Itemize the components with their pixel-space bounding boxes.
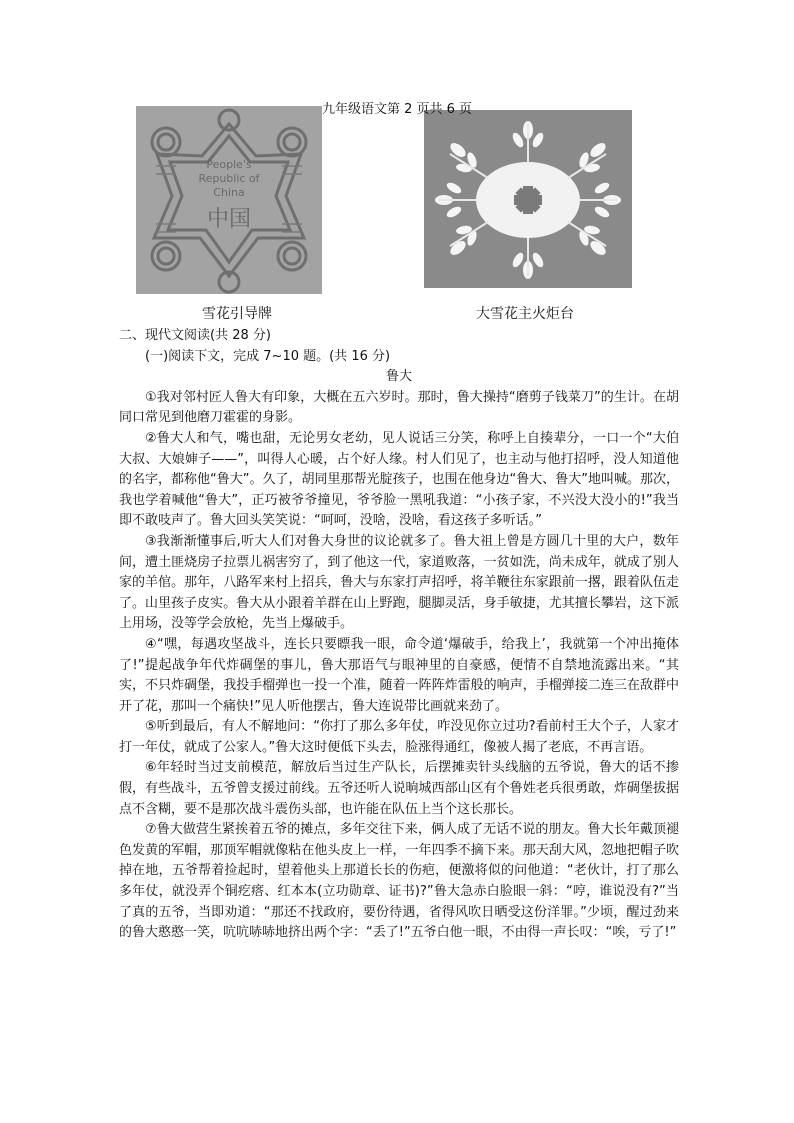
caption-snowflake-guide-sign: 雪花引导牌 xyxy=(202,306,272,322)
article-title: 鲁大 xyxy=(385,369,412,385)
reading-section xyxy=(119,326,679,944)
logo-cn: 中国 xyxy=(206,207,252,232)
paragraph-7: ⑦鲁大做营生紧挨着五爷的摊点，多年交往下来，俩人成了无话不说的朋友。鲁大长年戴顶褪色发黄的军帽，那顶军帽就像粘在他头皮上一样，一年四季不摘下来。那天刮大风，忽地把帽子吹掉在地，五爷帮着捡起时，望着他头上那道长长的伤疤，便激将似的问他道：“老伙计，打了那么多年仗，就没弄个铜疙瘩、红本本(立功勋章、证书)?”鲁大急赤白脸眼一斜：“哼，谁说没有?”当了真的五爷，当即劝道：“那还不找政府，要份待遇，省得风吹日晒受这份洋罪。”少顷，醒过劲来的鲁大憨憨一笑，吭吭哧哧地挤出两个字：“丢了!”五爷白他一眼，不由得一声长叹：“唉，亏了!” xyxy=(119,822,679,941)
sub-heading: (一)阅读下文，完成 7~10 题。(共 16 分) xyxy=(145,348,391,364)
paragraph-6: ⑥年轻时当过支前模范，解放后当过生产队长，后摆摊卖针头线脑的五爷说，鲁大的话不掺假，有些战斗，五爷曾支援过前线。五爷还听人说晌城西部山区有个鲁姓老兵很勇敢，炸碉堡拔据点不含糊，要不是那次战斗震伤头部，也许能在队伍上当个这长那长。 xyxy=(119,760,679,817)
snowflake-torch-stand-photo xyxy=(424,110,632,288)
logo-line-3: China xyxy=(213,186,245,199)
paragraph-2: ②鲁大人和气，嘴也甜，无论男女老幼，见人说话三分笑，称呼上自揍辈分，一口一个“大伯大叔、大娘婶子——”，叫得人心暖，占个好人缘。村人们见了，也主动与他打招呼，没人知道他的名字，都称他“鲁大”。久了，胡同里那帮光腚孩子，也围在他身边“鲁大、鲁大”地叫喊。那次，我也学着喊他“鲁大”，正巧被爷爷撞见，爷爷脸一黑吼我道：“小孩子家，不兴没大没小的!”我当即不敢吱声了。鲁大回头笑笑说：“呵呵，没啥，没啥，看这孩子多听话。” xyxy=(119,430,679,529)
paragraph-5: ⑤听到最后，有人不解地问：“你打了那么多年仗，咋没见你立过功?看前村王大个子，人家才打一年仗，就成了公家人。”鲁大这时便低下头去，脸涨得通红，像被人揭了老底，不再言语。 xyxy=(119,719,679,755)
logo-line-1: People's xyxy=(206,158,252,171)
logo-line-2: Republic of xyxy=(198,172,260,185)
snowflake-torch-graphic xyxy=(424,110,632,288)
snowflake-guide-sign-graphic xyxy=(136,106,322,294)
caption-snowflake-torch: 大雪花主火炬台 xyxy=(476,306,574,322)
page-header: 九年级语文第 2 页共 6 页 xyxy=(321,102,473,117)
section-heading: 二、现代文阅读(共 28 分) xyxy=(119,328,271,343)
snowflake-guide-sign-photo xyxy=(136,106,322,294)
paragraph-1: ①我对邻村匠人鲁大有印象，大概在五六岁时。那时，鲁大操持“磨剪子钱菜刀”的生计。在胡同口常见到他磨刀霍霍的身影。 xyxy=(119,389,679,426)
paragraph-3: ③我渐渐懂事后,听大人们对鲁大身世的议论就多了。鲁大祖上曾是方圆几十里的大户，数年间，遭土匪烧房子拉票儿祸害穷了，到了他这一代，家道败落，一贫如洗，尚未成年，就成了别人家的羊倌。那年，八路军来村上招兵，鲁大与东家打声招呼，将羊鞭往东家跟前一撂，跟着队伍走了。山里孩子皮实。鲁大从小跟着羊群在山上野跑，腿脚灵活，身手敏捷，尤其擅长攀岩，这下派上用场，没等学会放枪，先当上爆破手。 xyxy=(119,533,679,632)
paragraph-4: ④“嘿，每遇攻坚战斗，连长只要瞟我一眼，命令道‘爆破手，给我上’，我就第一个冲出掩体了!”提起战争年代炸碉堡的事儿，鲁大那语气与眼神里的自豪感，便情不自禁地流露出来。“其实，不只炸碉堡，我投手榴弹也一投一个准，随着一阵阵炸雷般的响声，手榴弹接二连三在敌群中开了花，那叫一个痛快!”见人听他摆古，鲁大连说带比画就来劲了。 xyxy=(119,636,679,714)
